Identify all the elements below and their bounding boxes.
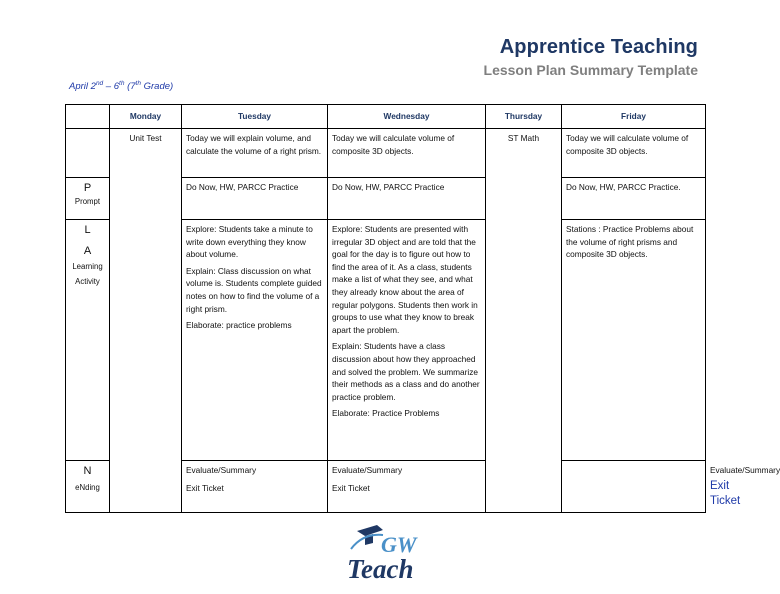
day-header-wednesday: Wednesday: [328, 105, 486, 129]
header-row: [66, 105, 706, 129]
logo-teach-text: Teach: [347, 554, 414, 584]
prompt-tuesday: Do Now, HW, PARCC Practice: [182, 178, 328, 220]
ending-label-cell: [66, 461, 110, 513]
page-title: Apprentice Teaching: [499, 36, 698, 58]
wednesday-explore: Explore: Students are presented with irregular 3D object and are told that the goal for the day is to figure out how to find the area of it. As a class, students make a list of what they see, and what they already know about the area of regular polygons. Students then work in groups to use what they know to break apart the problem.: [332, 224, 478, 335]
intro-label-cell: [66, 129, 110, 178]
learning-label-1: Learning: [72, 262, 103, 271]
ending-wednesday: [328, 461, 486, 513]
learning-letter-a: A: [83, 245, 92, 257]
learning-letter-l: L: [84, 224, 91, 236]
intro-row: [66, 129, 706, 178]
tuesday-elaborate: Elaborate: practice problems: [186, 320, 292, 331]
prompt-wednesday: Do Now, HW, PARCC Practice: [328, 178, 486, 220]
thursday-cell: ST Math: [486, 129, 562, 513]
prompt-letter: P: [83, 182, 92, 194]
ending-tuesday: [182, 461, 328, 513]
lesson-plan-table: [65, 104, 780, 513]
intro-wednesday: Today we will calculate volume of composite 3D objects.: [328, 129, 486, 178]
learning-wednesday: [328, 220, 486, 461]
ending-label: eNding: [75, 483, 100, 492]
learning-tuesday: [182, 220, 328, 461]
tuesday-explore: Explore: Students take a minute to write down everything they know about volume.: [186, 224, 313, 260]
ending-tuesday-line2: Exit Ticket: [186, 482, 224, 493]
ending-thursday: [562, 461, 706, 513]
ending-wednesday-line1: Evaluate/Summary: [332, 465, 403, 475]
wednesday-explain: Explain: Students have a class discussion about how they approached and solved the problem. We summarize their methods as a class and do another practice problem.: [332, 341, 480, 402]
learning-friday: Stations : Practice Problems about the volume of right prisms and composite 3D objects.: [562, 220, 706, 461]
day-header-tuesday: Tuesday: [182, 105, 328, 129]
prompt-label: Prompt: [74, 197, 101, 206]
logo-gw-text: GW: [381, 532, 417, 557]
day-header-monday: Monday: [110, 105, 182, 129]
ending-row: N eNding Evaluate/Summary Exit Ticket Evaluate/Summary Exit Ticket Evaluate/Summary Exit Ticket: [66, 461, 706, 513]
ending-letter: N: [83, 465, 92, 477]
prompt-friday: Do Now, HW, PARCC Practice.: [562, 178, 706, 220]
tuesday-explain: Explain: Class discussion on what volume is. Students complete guided notes on how to find the volume of a right prism.: [186, 265, 322, 314]
day-header-friday: Friday: [562, 105, 706, 129]
corner-cell: [66, 105, 110, 129]
gw-teach-logo: [343, 521, 439, 583]
intro-tuesday: Today we will explain volume, and calculate the volume of a right prism.: [182, 129, 328, 178]
day-header-thursday: Thursday: [486, 105, 562, 129]
page-subtitle: Lesson Plan Summary Template: [483, 62, 698, 78]
wednesday-elaborate: Elaborate: Practice Problems: [332, 408, 440, 419]
learning-label-cell: [66, 220, 110, 461]
prompt-label-cell: [66, 178, 110, 220]
ending-wednesday-line2: Exit Ticket: [332, 482, 370, 493]
ending-tuesday-line1: Evaluate/Summary: [186, 465, 257, 475]
monday-cell: Unit Test: [110, 129, 182, 513]
intro-friday: Today we will calculate volume of composite 3D objects.: [562, 129, 706, 178]
date-range: April 2nd – 6th (7th Grade): [69, 79, 174, 92]
learning-label-2: Activity: [75, 277, 100, 286]
